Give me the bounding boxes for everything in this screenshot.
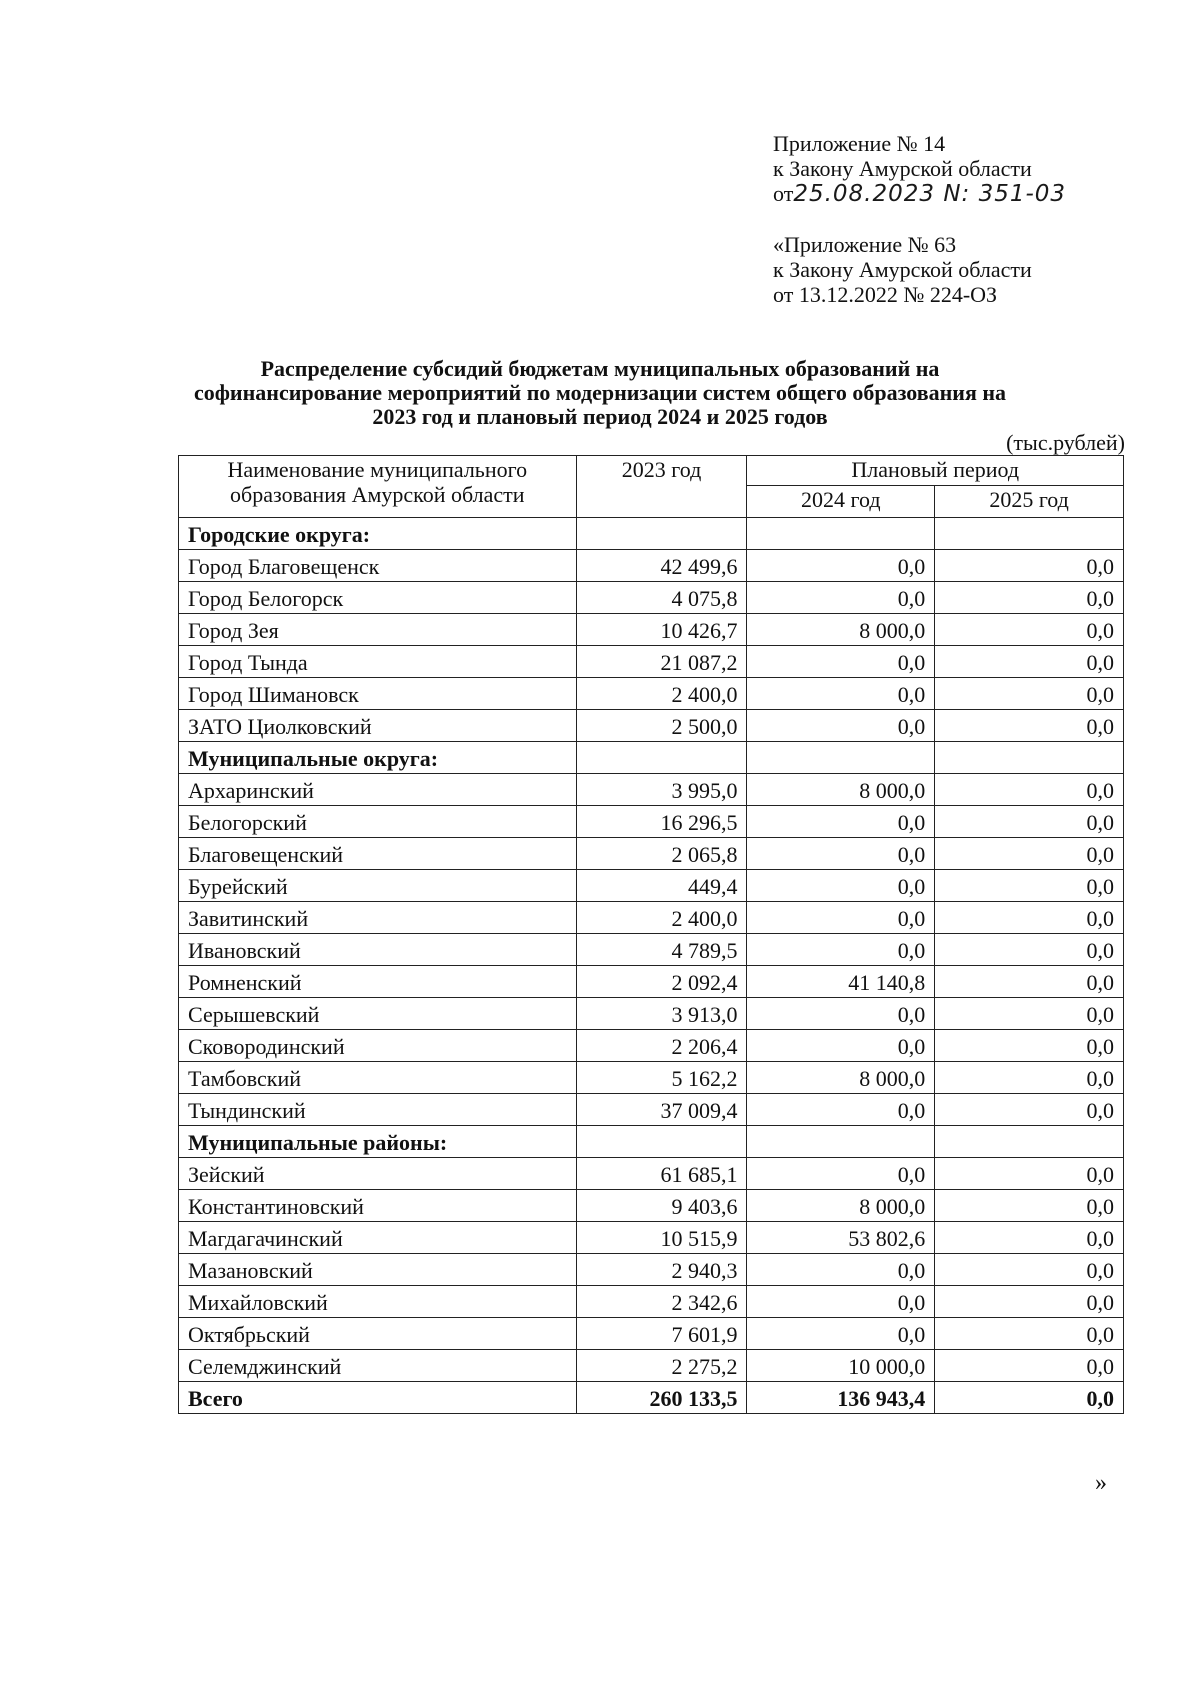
cell-2024: 8 000,0 xyxy=(747,1062,935,1094)
original-appendix-law: к Закону Амурской области xyxy=(773,257,1032,282)
cell-2025 xyxy=(935,518,1124,550)
original-appendix-number: «Приложение № 63 xyxy=(773,232,957,257)
cell-2024 xyxy=(747,742,935,774)
cell-municipality: Муниципальные районы: xyxy=(179,1126,577,1158)
cell-2023: 3 995,0 xyxy=(576,774,747,806)
cell-2023: 5 162,2 xyxy=(576,1062,747,1094)
table-row xyxy=(179,934,1124,966)
cell-2025: 0,0 xyxy=(935,934,1124,966)
cell-2023: 4 075,8 xyxy=(576,582,747,614)
table-row xyxy=(179,870,1124,902)
cell-2024: 8 000,0 xyxy=(747,774,935,806)
cell-municipality: Благовещенский xyxy=(179,838,577,870)
header-2024: 2024 год xyxy=(747,486,935,518)
cell-municipality: Селемджинский xyxy=(179,1350,577,1382)
cell-municipality: ЗАТО Циолковский xyxy=(179,710,577,742)
cell-2025: 0,0 xyxy=(935,806,1124,838)
original-appendix-reference xyxy=(773,232,1173,307)
table-row xyxy=(179,774,1124,806)
cell-2025: 0,0 xyxy=(935,1254,1124,1286)
cell-2024 xyxy=(747,518,935,550)
table-row xyxy=(179,1030,1124,1062)
cell-municipality: Ромненский xyxy=(179,966,577,998)
cell-2024: 0,0 xyxy=(747,582,935,614)
cell-municipality: Город Зея xyxy=(179,614,577,646)
table-row xyxy=(179,646,1124,678)
cell-2024: 8 000,0 xyxy=(747,1190,935,1222)
cell-2023: 7 601,9 xyxy=(576,1318,747,1350)
table-header xyxy=(179,456,1124,518)
table-row xyxy=(179,710,1124,742)
cell-2023: 2 400,0 xyxy=(576,678,747,710)
cell-municipality: Мазановский xyxy=(179,1254,577,1286)
cell-2024: 0,0 xyxy=(747,1158,935,1190)
cell-2025: 0,0 xyxy=(935,1350,1124,1382)
cell-2023: 10 426,7 xyxy=(576,614,747,646)
cell-2024: 0,0 xyxy=(747,646,935,678)
cell-2024: 0,0 xyxy=(747,1094,935,1126)
cell-municipality: Константиновский xyxy=(179,1190,577,1222)
cell-2023: 2 065,8 xyxy=(576,838,747,870)
cell-2024: 0,0 xyxy=(747,678,935,710)
cell-2025 xyxy=(935,742,1124,774)
cell-2023 xyxy=(576,742,747,774)
cell-2025: 0,0 xyxy=(935,1094,1124,1126)
cell-2025: 0,0 xyxy=(935,678,1124,710)
cell-2023: 2 400,0 xyxy=(576,902,747,934)
title-line-3: 2023 год и плановый период 2024 и 2025 годов xyxy=(372,404,828,429)
table-row xyxy=(179,1094,1124,1126)
cell-2025: 0,0 xyxy=(935,1318,1124,1350)
cell-2023: 2 500,0 xyxy=(576,710,747,742)
cell-2023: 2 940,3 xyxy=(576,1254,747,1286)
table-row xyxy=(179,1190,1124,1222)
appendix-date-prefix: от xyxy=(773,181,794,206)
cell-2025: 0,0 xyxy=(935,902,1124,934)
appendix-number: Приложение № 14 xyxy=(773,131,946,156)
cell-2023: 10 515,9 xyxy=(576,1222,747,1254)
cell-2025: 0,0 xyxy=(935,1382,1124,1414)
original-appendix-date: от 13.12.2022 № 224-ОЗ xyxy=(773,282,998,307)
header-2025: 2025 год xyxy=(935,486,1124,518)
cell-2023: 449,4 xyxy=(576,870,747,902)
table-row xyxy=(179,1254,1124,1286)
cell-2024: 0,0 xyxy=(747,1286,935,1318)
cell-municipality: Михайловский xyxy=(179,1286,577,1318)
section-row xyxy=(179,1126,1124,1158)
cell-municipality: Ивановский xyxy=(179,934,577,966)
cell-2023: 2 342,6 xyxy=(576,1286,747,1318)
appendix-reference xyxy=(773,131,1173,207)
cell-2025: 0,0 xyxy=(935,1030,1124,1062)
cell-municipality: Зейский xyxy=(179,1158,577,1190)
cell-2024: 0,0 xyxy=(747,902,935,934)
cell-2023: 9 403,6 xyxy=(576,1190,747,1222)
cell-2024: 136 943,4 xyxy=(747,1382,935,1414)
cell-municipality: Город Благовещенск xyxy=(179,550,577,582)
table-row xyxy=(179,550,1124,582)
cell-municipality: Архаринский xyxy=(179,774,577,806)
cell-2025: 0,0 xyxy=(935,710,1124,742)
appendix-date-line xyxy=(773,181,1173,207)
cell-municipality: Сковородинский xyxy=(179,1030,577,1062)
table-row xyxy=(179,1158,1124,1190)
cell-municipality: Октябрьский xyxy=(179,1318,577,1350)
document-title xyxy=(140,357,1060,429)
cell-2025: 0,0 xyxy=(935,1158,1124,1190)
cell-2025: 0,0 xyxy=(935,1062,1124,1094)
cell-municipality: Всего xyxy=(179,1382,577,1414)
header-planned-period: Плановый период xyxy=(747,456,1124,486)
header-2023: 2023 год xyxy=(576,456,747,518)
cell-2025: 0,0 xyxy=(935,966,1124,998)
subsidy-table xyxy=(178,455,1124,1414)
cell-2024: 0,0 xyxy=(747,1030,935,1062)
section-row xyxy=(179,742,1124,774)
header-municipality-line-1: Наименование муниципального xyxy=(227,457,528,482)
cell-2024: 0,0 xyxy=(747,806,935,838)
section-row xyxy=(179,518,1124,550)
cell-municipality: Завитинский xyxy=(179,902,577,934)
cell-2024: 53 802,6 xyxy=(747,1222,935,1254)
cell-2025: 0,0 xyxy=(935,1222,1124,1254)
header-municipality-line-2: образования Амурской области xyxy=(230,482,525,507)
cell-2023: 2 206,4 xyxy=(576,1030,747,1062)
cell-2024: 0,0 xyxy=(747,1254,935,1286)
table-row xyxy=(179,1222,1124,1254)
cell-2024: 0,0 xyxy=(747,998,935,1030)
cell-2023: 16 296,5 xyxy=(576,806,747,838)
cell-2025: 0,0 xyxy=(935,774,1124,806)
cell-2025: 0,0 xyxy=(935,1190,1124,1222)
cell-2025: 0,0 xyxy=(935,646,1124,678)
cell-2023: 3 913,0 xyxy=(576,998,747,1030)
table-row xyxy=(179,1350,1124,1382)
cell-municipality: Город Тында xyxy=(179,646,577,678)
header-municipality xyxy=(179,456,577,518)
cell-municipality: Город Шимановск xyxy=(179,678,577,710)
cell-2024: 10 000,0 xyxy=(747,1350,935,1382)
appendix-law: к Закону Амурской области xyxy=(773,156,1032,181)
cell-2024: 0,0 xyxy=(747,710,935,742)
table-row xyxy=(179,1286,1124,1318)
cell-2023 xyxy=(576,518,747,550)
cell-2023 xyxy=(576,1126,747,1158)
cell-2023: 42 499,6 xyxy=(576,550,747,582)
cell-2023: 2 275,2 xyxy=(576,1350,747,1382)
cell-2023: 4 789,5 xyxy=(576,934,747,966)
table-row xyxy=(179,902,1124,934)
cell-municipality: Город Белогорск xyxy=(179,582,577,614)
cell-2024: 8 000,0 xyxy=(747,614,935,646)
table-body xyxy=(179,518,1124,1414)
cell-2025: 0,0 xyxy=(935,838,1124,870)
title-line-2: софинансирование мероприятий по модернизации систем общего образования на xyxy=(193,380,1007,405)
cell-2024: 0,0 xyxy=(747,550,935,582)
table-row xyxy=(179,1318,1124,1350)
cell-municipality: Тамбовский xyxy=(179,1062,577,1094)
title-line-1: Распределение субсидий бюджетам муниципальных образований на xyxy=(260,356,940,381)
table-row xyxy=(179,966,1124,998)
cell-2024: 41 140,8 xyxy=(747,966,935,998)
cell-2023: 61 685,1 xyxy=(576,1158,747,1190)
units-label: (тыс.рублей) xyxy=(1006,430,1125,455)
table-row xyxy=(179,614,1124,646)
cell-municipality: Муниципальные округа: xyxy=(179,742,577,774)
cell-2023: 260 133,5 xyxy=(576,1382,747,1414)
cell-2024: 0,0 xyxy=(747,870,935,902)
cell-municipality: Серышевский xyxy=(179,998,577,1030)
table-row xyxy=(179,998,1124,1030)
cell-2025: 0,0 xyxy=(935,998,1124,1030)
cell-2023: 2 092,4 xyxy=(576,966,747,998)
table-row xyxy=(179,678,1124,710)
cell-2025: 0,0 xyxy=(935,1286,1124,1318)
cell-municipality: Бурейский xyxy=(179,870,577,902)
table-row xyxy=(179,582,1124,614)
cell-2025: 0,0 xyxy=(935,614,1124,646)
cell-2024: 0,0 xyxy=(747,934,935,966)
cell-municipality: Белогорский xyxy=(179,806,577,838)
table-row xyxy=(179,838,1124,870)
cell-2024: 0,0 xyxy=(747,1318,935,1350)
cell-municipality: Городские округа: xyxy=(179,518,577,550)
cell-2025: 0,0 xyxy=(935,550,1124,582)
appendix-handwritten-date: 25.08.2023 N: 351-03 xyxy=(793,181,1067,207)
cell-2024: 0,0 xyxy=(747,838,935,870)
cell-2025: 0,0 xyxy=(935,582,1124,614)
cell-2025: 0,0 xyxy=(935,870,1124,902)
cell-2024 xyxy=(747,1126,935,1158)
cell-2023: 21 087,2 xyxy=(576,646,747,678)
cell-municipality: Тындинский xyxy=(179,1094,577,1126)
table-row xyxy=(179,806,1124,838)
cell-2025 xyxy=(935,1126,1124,1158)
cell-municipality: Магдагачинский xyxy=(179,1222,577,1254)
cell-2023: 37 009,4 xyxy=(576,1094,747,1126)
total-row xyxy=(179,1382,1124,1414)
closing-quote: » xyxy=(1095,1470,1107,1496)
table-row xyxy=(179,1062,1124,1094)
